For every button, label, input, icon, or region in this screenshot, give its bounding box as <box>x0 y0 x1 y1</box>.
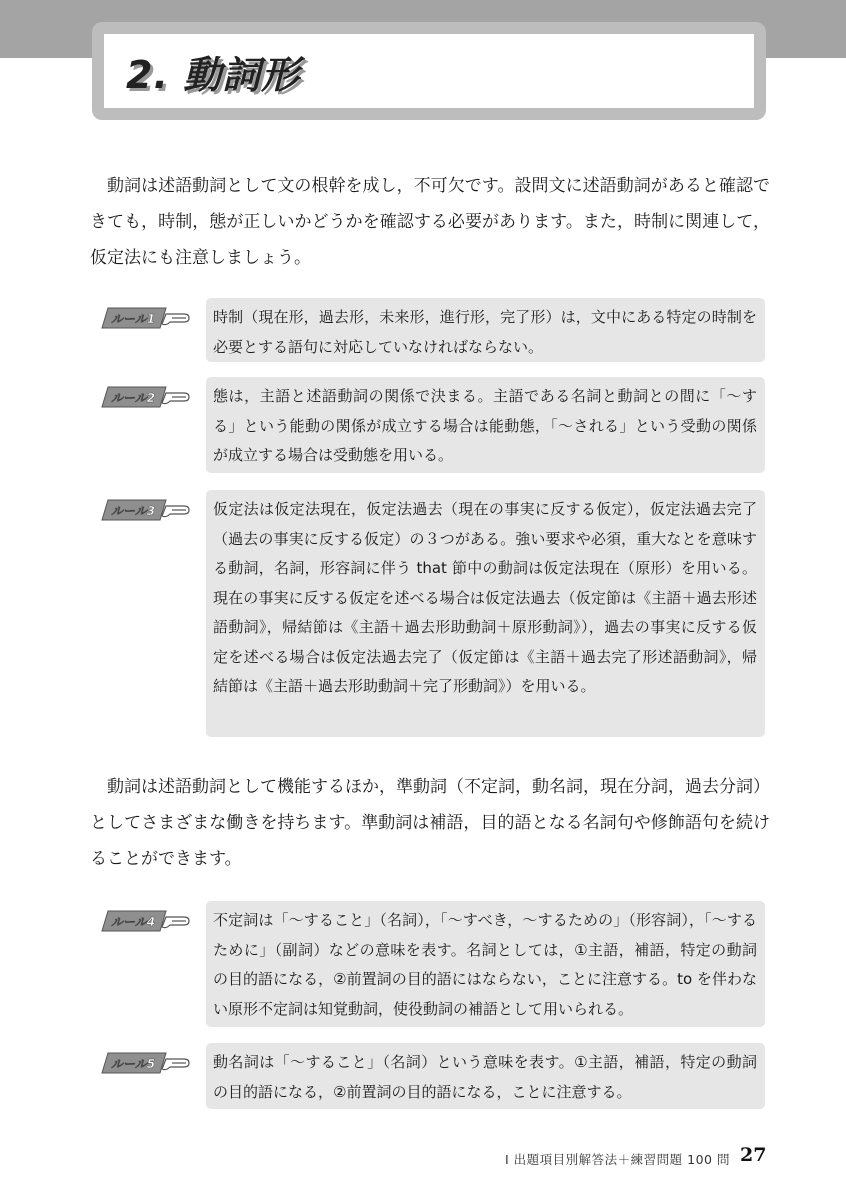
rule-badge-2-icon <box>100 383 192 411</box>
chapter-title-frame <box>92 22 766 120</box>
rule-3-text: 仮定法は仮定法現在，仮定法過去（現在の事実に反する仮定），仮定法過去完了（過去の事実に反する仮定）の３つがある。強い要求や必須，重大なとを意味する動詞，名詞，形容詞に伴う that 節中の動詞は仮定法現在（原形）を用いる。現在の事実に反する仮定を述べる場合は仮定法過去（仮定節は《主語＋過去形述語動詞》，帰結節は《主語＋過去形助動詞＋原形動詞》），過去の事実に反する仮定を述べる場合は仮定法過去完了（仮定節は《主語＋過去完了形述語動詞》，帰結節は《主語＋過去形助動詞＋完了形動詞》）を用いる。 <box>206 490 765 737</box>
rule-badge-4-label: ルール4 <box>110 915 156 929</box>
rule-badge-3-label: ルール3 <box>110 504 156 518</box>
pointing-hand-icon <box>162 314 189 325</box>
page-number: 27 <box>740 1144 767 1166</box>
chapter-title-panel <box>104 34 754 108</box>
chapter-title: 2. 動詞形 <box>126 52 301 97</box>
rule-badge-5-icon <box>100 1049 192 1077</box>
rule-badge-3-icon <box>100 496 192 524</box>
intro-paragraph-1: 動詞は述語動詞として文の根幹を成し，不可欠です。設問文に述語動詞があると確認できても，時制，態が正しいかどうかを確認する必要があります。また，時制に関連して，仮定法にも注意しましょう。 <box>90 176 770 268</box>
rule-badge-1-label: ルール1 <box>110 312 156 326</box>
pointing-hand-icon <box>162 917 189 928</box>
rule-badge-5-label: ルール5 <box>110 1057 156 1071</box>
rule-badge-2-label: ルール2 <box>110 391 156 405</box>
pointing-hand-icon <box>162 1059 189 1070</box>
footer-section-title: Ⅰ 出題項目別解答法＋練習問題 100 問 <box>505 1152 730 1167</box>
rule-4-text: 不定詞は「～すること」（名詞），「～すべき，～するための」（形容詞），「～するために」（副詞）などの意味を表す。名詞としては，①主語，補語，特定の動詞の目的語になる，②前置詞の目的語にはならない，ことに注意する。to を伴わない原形不定詞は知覚動詞，使役動詞の補語として用いられる。 <box>206 901 765 1027</box>
rule-5-text: 動名詞は「～すること」（名詞）という意味を表す。①主語，補語，特定の動詞の目的語になる，②前置詞の目的語になる，ことに注意する。 <box>206 1043 765 1109</box>
pointing-hand-icon <box>162 393 189 404</box>
intro-paragraph-2: 動詞は述語動詞として機能するほか，準動詞（不定詞，動名詞，現在分詞，過去分詞）としてさまざまな働きを持ちます。準動詞は補語，目的語となる名詞句や修飾語句を続けることができます。 <box>90 777 770 869</box>
rule-badge-1-icon <box>100 304 192 332</box>
rule-2-text: 態は，主語と述語動詞の関係で決まる。主語である名詞と動詞との間に「～する」という能動の関係が成立する場合は能動態，「～される」という受動の関係が成立する場合は受動態を用いる。 <box>206 377 765 473</box>
pointing-hand-icon <box>162 506 189 517</box>
rule-badge-4-icon <box>100 907 192 935</box>
rule-1-text: 時制（現在形，過去形，未来形，進行形，完了形）は，文中にある特定の時制を必要とする語句に対応していなければならない。 <box>206 298 765 362</box>
